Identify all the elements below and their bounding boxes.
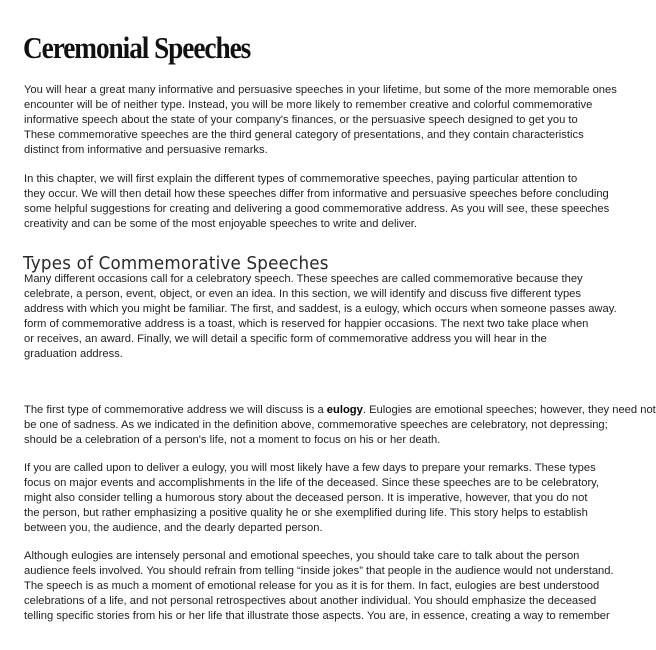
paragraph-3-line-6: graduation address.: [24, 348, 123, 360]
paragraph-2-line-2: they occur. We will then detail how these speeches differ from informative and persuasive speeches before concluding: [24, 188, 609, 200]
paragraph-2-line-4: creativity and can be some of the most enjoyable speeches to write and deliver.: [24, 218, 418, 230]
paragraph-3-line-4: form of commemorative address is a toast, which is reserved for happier occasions. The next two take place when: [24, 318, 589, 330]
paragraph-2-line-3: some helpful suggestions for creating and delivering a good commemorative address. As you will see, these speeches: [24, 203, 610, 215]
paragraph-5-line-3: might also consider telling a humorous story about the deceased person. It is imperative, however, that you do not: [24, 492, 588, 504]
paragraph-1-line-5: distinct from informative and persuasive remarks.: [24, 144, 268, 156]
paragraph-2-line-1: In this chapter, we will first explain the different types of commemorative speeches, paying particular attention to: [24, 173, 578, 185]
paragraph-1-line-2: encounter will be of neither type. Instead, you will be more likely to remember creative and colorful commemorative: [24, 99, 593, 111]
paragraph-6-line-4: celebrations of a life, and not personal retrospectives about another individual. You should emphasize the deceased: [24, 595, 597, 607]
document-title: Ceremonial Speeches: [23, 30, 251, 65]
section-heading: Types of Commemorative Speeches: [23, 252, 329, 274]
paragraph-5-line-4: the person, but rather emphasizing a positive quality he or she exemplified during life. This story helps to establish: [24, 507, 588, 519]
paragraph-5-line-1: If you are called upon to deliver a eulogy, you will most likely have a few days to prepare your remarks. These types: [24, 462, 596, 474]
paragraph-3-line-5: or receives, an award. Finally, we will detail a specific form of commemorative address you will hear in the: [24, 333, 547, 345]
paragraph-4-line-1: [24, 403, 656, 418]
paragraph-6-line-1: Although eulogies are intensely personal and emotional speeches, you should take care to talk about the person: [24, 550, 580, 562]
paragraph-1-line-3: informative speech about the state of your company's finances, or the persuasive speech designed to get you to: [24, 114, 578, 126]
paragraph-4-line-1-rest: . Eulogies are emotional speeches; however, they need not: [362, 404, 656, 416]
paragraph-1-line-4: These commemorative speeches are the third general category of presentations, and they contain characteristics: [24, 129, 584, 141]
paragraph-6-line-5: telling specific stories from his or her life that illustrate those aspects. You are, in essence, creating a way to remember: [24, 610, 610, 622]
paragraph-4-line-1-lead: The first type of commemorative address we will discuss is a: [24, 404, 327, 416]
paragraph-6-line-2: audience feels involved. You should refrain from telling “inside jokes” that people in the audience would not understand.: [24, 565, 614, 577]
paragraph-5-line-5: between you, the audience, and the dearly departed person.: [24, 522, 323, 534]
bold-term-eulogy: eulogy: [326, 404, 363, 416]
paragraph-3-line-3: address with which you might be familiar. The first, and saddest, is a eulogy, which occurs when someone passes away.: [24, 303, 617, 315]
paragraph-4-line-2: be one of sadness. As we indicated in the definition above, commemorative speeches are celebratory, not depressing;: [24, 419, 608, 431]
paragraph-4-line-3: should be a celebration of a person's life, not a moment to focus on his or her death.: [24, 434, 441, 446]
paragraph-3-line-1: Many different occasions call for a celebratory speech. These speeches are called commemorative because they: [24, 273, 583, 285]
paragraph-6-line-3: The speech is as much a moment of emotional release for you as it is for them. In fact, eulogies are best understood: [24, 580, 600, 592]
paragraph-3-line-2: celebrate, a person, event, object, or even an idea. In this section, we will identify and discuss five different types: [24, 288, 581, 300]
paragraph-1-line-1: You will hear a great many informative and persuasive speeches in your lifetime, but some of the more memorable ones: [24, 84, 617, 96]
paragraph-5-line-2: focus on major events and accomplishments in the life of the deceased. Since these speeches are to be celebratory,: [24, 477, 600, 489]
